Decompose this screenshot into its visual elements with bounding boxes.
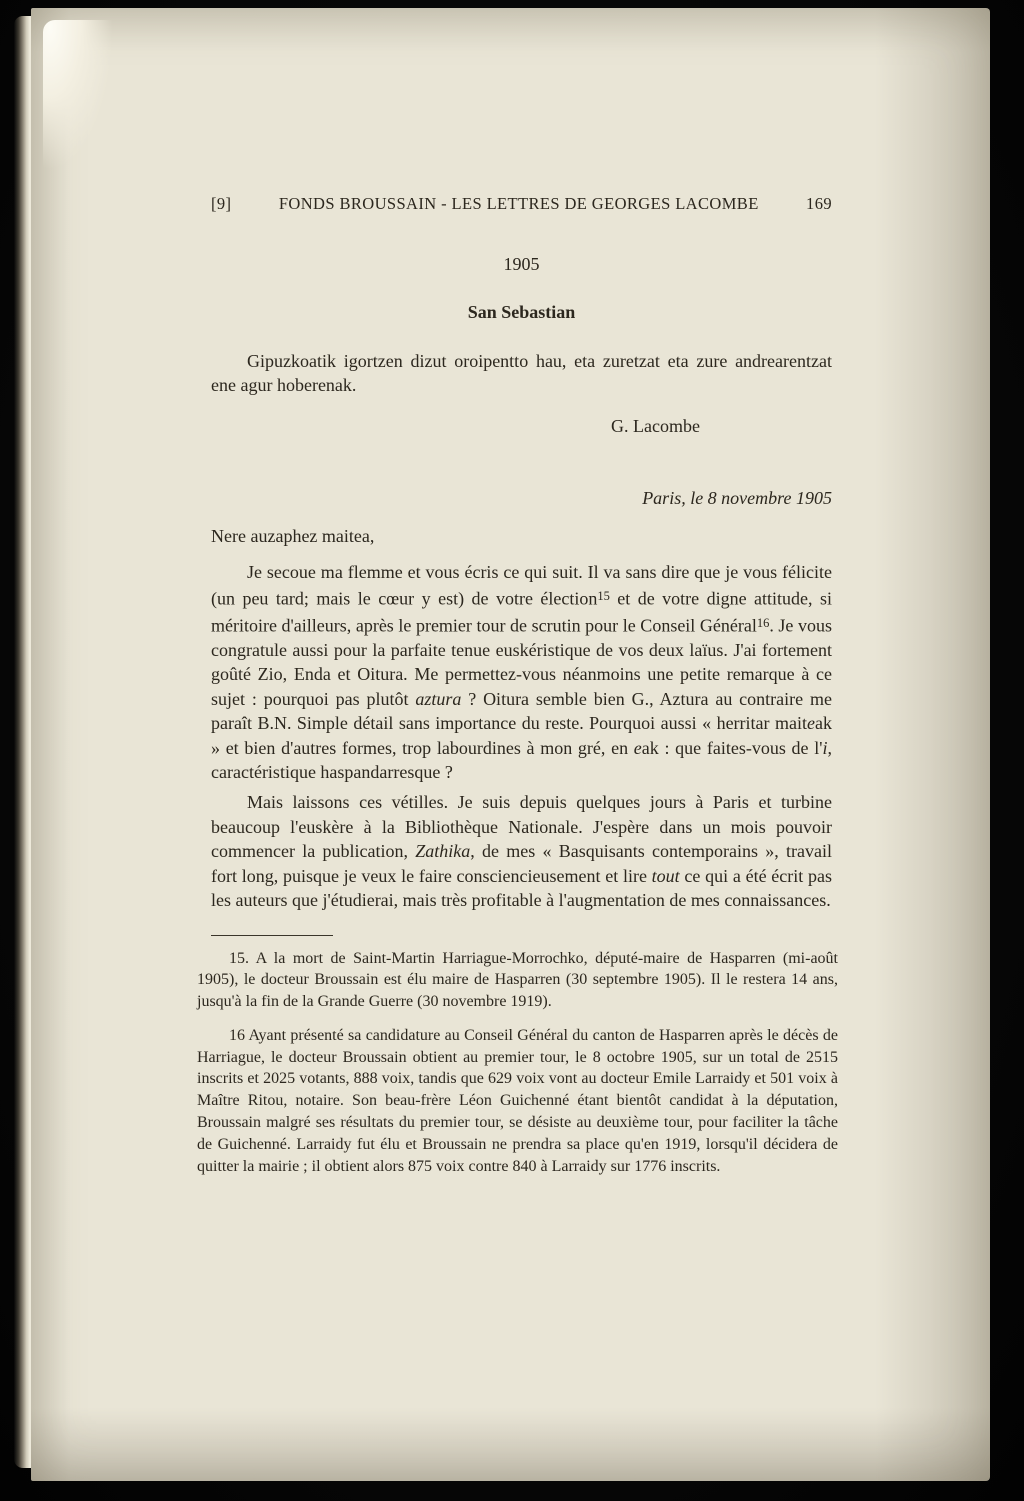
italic-run: tout — [651, 865, 680, 886]
text-run: 15. A la mort de Saint-Martin Harriague-Morrochko, député-maire de Hasparren (mi-août 1905), le docteur Broussain est élu maire de Hasparren (30 septembre 1905). Il le restera 14 ans, jusqu'à la fin de la Grande Guerre (30 novembre 1919). — [197, 949, 838, 1011]
year-heading: 1905 — [503, 254, 540, 274]
footnote — [197, 948, 838, 1013]
letter-body-basque: Gipuzkoatik igortzen dizut oroipentto hau, eta zuretzat eta zure andrearentzat ene agur hoberenak. — [211, 351, 832, 396]
text-run: ak » et bien d'autres formes, trop labourdines à mon gré, en — [211, 713, 832, 758]
text-run: ak : que faites-vous de l' — [641, 737, 823, 758]
italic-run: e — [633, 737, 642, 758]
book-spine-page-edges — [14, 16, 32, 1468]
article-number: [9] — [211, 194, 232, 213]
text-run: ce qui a été écrit pas les auteurs que j'étudierai, mais très profitable à l'augmentation de mes connaissances. — [211, 865, 832, 911]
footnotes — [197, 948, 838, 1178]
salutation: Nere auzaphez maitea, — [211, 525, 375, 546]
letter-paragraph — [211, 790, 832, 912]
dateline: Paris, le 8 novembre 1905 — [642, 487, 832, 508]
text-run: , caractéristique haspandarresque ? — [211, 737, 832, 783]
text-run: ? Oitura semble bien G., Aztura au contraire me paraît B.N. Simple détail sans importance du reste. Pourquoi aussi « herritar mait — [211, 688, 832, 734]
text-column — [197, 254, 838, 1177]
letter-paragraph — [211, 560, 832, 785]
footnote-marker: 16 — [756, 616, 770, 631]
text-run: . Je vous congratule aussi pour la parfaite tenue euskéristique de vos deux laïus. J'ai fortement goûté Zio, Enda et Oitura. Me permettez-vous néanmoins une petite remarque à ce sujet : pourquoi pas plutôt — [211, 615, 833, 709]
footnote-divider — [211, 935, 333, 936]
italic-run: Zathika — [415, 841, 471, 862]
text-run: Mais laissons ces vétilles. Je suis depuis quelques jours à Paris et turbine beaucoup l'euskère à la Bibliothèque Nationale. J'espère dans un mois pouvoir commencer la publication, — [211, 792, 832, 862]
running-header — [211, 194, 832, 214]
text-run: et de votre digne attitude, si méritoire d'ailleurs, après le premier tour de scrutin pour le Conseil Général — [211, 588, 832, 636]
book-page — [31, 8, 990, 1481]
text-run: 16 Ayant présenté sa candidature au Conseil Général du canton de Hasparren après le décès de Harriague, le docteur Broussain obtient au premier tour, le 8 octobre 1905, sur un total de 2515 inscrits et 2025 votants, 888 voix, tandis que 629 voix vont au docteur Emile Larraidy et 501 voix à Maître Ritou, notaire. Son beau-frère Léon Guichenné étant bientôt candidat à la députation, Broussain malgré ses résultats du premier tour, se désiste au deuxième tour, pour faciliter la tâche de Guichenné. Larraidy fut élu et Broussain ne prendra sa place qu'en 1919, lorsqu'il décidera de quitter la mairie ; il obtient alors 875 voix contre 840 à Larraidy sur 1776 inscrits. — [197, 1026, 838, 1175]
italic-run: e — [807, 713, 815, 734]
italic-run: i — [822, 737, 828, 758]
signature: G. Lacombe — [611, 415, 700, 436]
text-run: Je secoue ma flemme et vous écris ce qui suit. Il va sans dire que je vous félicite (un peu tard; mais le cœur y est) de votre élection — [211, 561, 832, 609]
running-title: FONDS BROUSSAIN - LES LETTRES DE GEORGES LACOMBE — [278, 194, 759, 213]
letter-paragraphs — [211, 560, 832, 913]
place-heading: San Sebastian — [467, 302, 576, 322]
page-corner-curl — [43, 20, 113, 170]
page-number: 169 — [806, 194, 832, 213]
italic-run: aztura — [415, 688, 462, 709]
footnote — [197, 1025, 838, 1178]
footnote-marker: 15 — [597, 589, 610, 604]
text-run: , de mes « Basquisants contemporains », travail fort long, puisque je veux le faire consciencieusement et lire — [211, 841, 832, 886]
